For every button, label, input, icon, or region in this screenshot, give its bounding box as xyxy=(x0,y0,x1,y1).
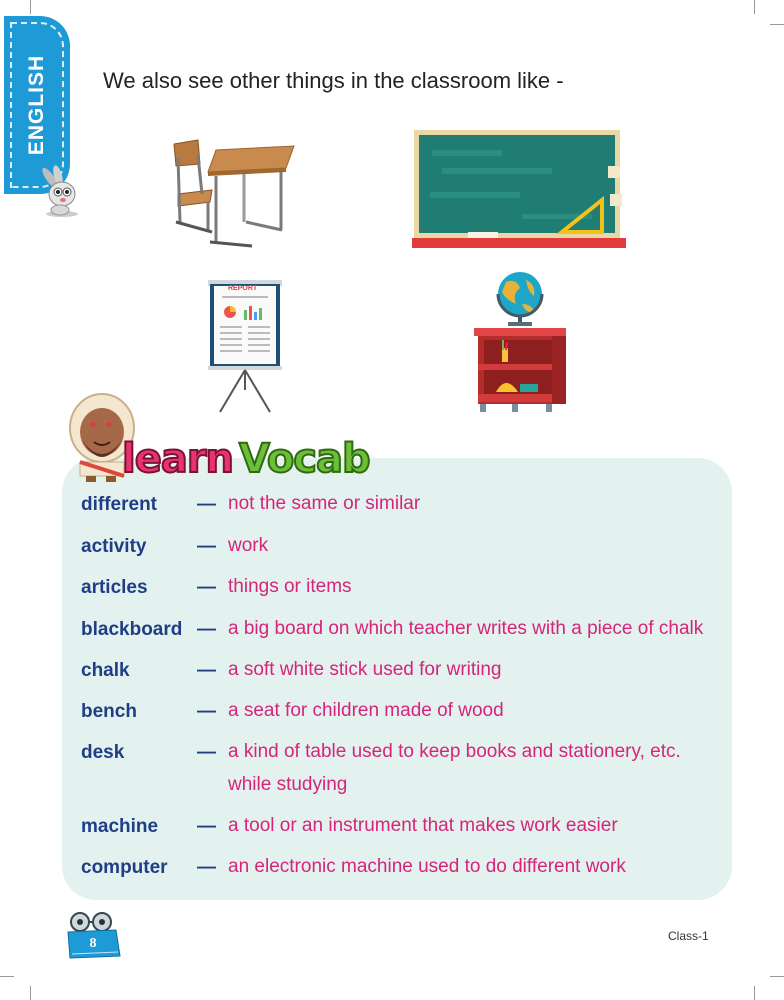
heading-word-vocab: Vocab xyxy=(239,436,370,482)
vocab-definition: things or items xyxy=(228,576,352,597)
vocab-term: machine xyxy=(81,816,159,837)
blackboard-illustration xyxy=(412,128,630,252)
crop-mark xyxy=(770,24,784,25)
report-board-title: REPORT xyxy=(228,285,258,292)
heading-word-learn: learn xyxy=(122,436,234,482)
vocab-dash: — xyxy=(197,742,216,763)
vocab-term: different xyxy=(81,494,157,515)
vocab-term: activity xyxy=(81,536,147,557)
crop-mark xyxy=(30,0,31,14)
intro-sentence: We also see other things in the classroom like - xyxy=(103,68,564,93)
vocab-dash: — xyxy=(197,660,216,681)
crop-mark xyxy=(0,976,14,977)
vocab-term: computer xyxy=(81,857,168,878)
vocab-term: bench xyxy=(81,701,137,722)
crop-mark xyxy=(770,976,784,977)
vocab-dash: — xyxy=(197,494,216,515)
vocab-dash: — xyxy=(197,857,216,878)
vocab-definition: a soft white stick used for writing xyxy=(228,659,502,680)
desk-chair-illustration xyxy=(166,136,300,250)
crop-mark xyxy=(754,0,755,14)
vocab-definition: an electronic machine used to do different work xyxy=(228,856,626,877)
shelf-globe-illustration xyxy=(472,270,570,414)
subject-tab-label: ENGLISH xyxy=(25,54,48,156)
vocab-dash: — xyxy=(197,816,216,837)
vocab-dash: — xyxy=(197,536,216,557)
vocab-dash: — xyxy=(197,701,216,722)
vocab-term: articles xyxy=(81,577,148,598)
vocab-dash: — xyxy=(197,619,216,640)
vocab-definition: a seat for children made of wood xyxy=(228,700,504,721)
vocab-definition: a tool or an instrument that makes work easier xyxy=(228,815,618,836)
vocab-term: blackboard xyxy=(81,619,183,640)
vocab-term: chalk xyxy=(81,660,130,681)
learn-vocab-heading xyxy=(66,388,370,488)
page-number: 8 xyxy=(89,936,97,951)
vocab-dash: — xyxy=(197,577,216,598)
vocab-definition: work xyxy=(228,535,269,556)
vocab-definition: a kind of table used to keep books and stationery, etc. while studying xyxy=(228,741,681,795)
vocab-definition: not the same or similar xyxy=(228,493,421,514)
page-number-badge xyxy=(66,910,122,960)
bunny-mascot-icon xyxy=(36,164,84,220)
vocab-definition: a big board on which teacher writes with a piece of chalk xyxy=(228,618,704,639)
crop-mark xyxy=(754,986,755,1000)
class-label: Class-1 xyxy=(668,929,709,943)
vocab-term: desk xyxy=(81,742,125,763)
crop-mark xyxy=(30,986,31,1000)
learn-vocab-title xyxy=(122,436,370,482)
